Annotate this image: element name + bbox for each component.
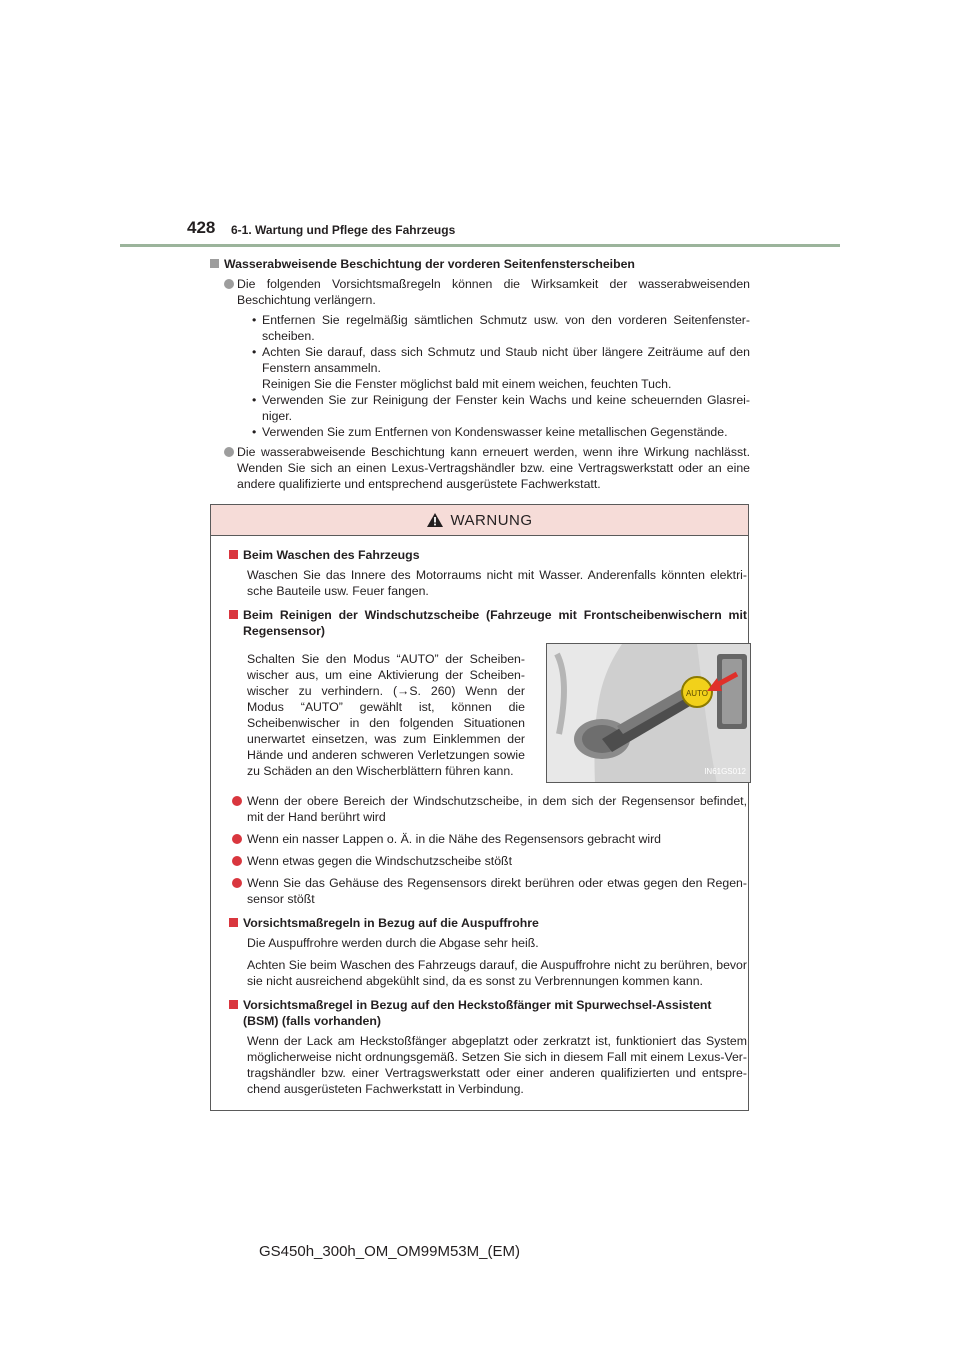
paragraph: Achten Sie beim Waschen des Fahrzeugs darauf, die Auspuffrohre nicht zu berühren, bevor sie nicht ausreichend abgekühlt sind, da es sonst zu Verbrennungen kommen kann. bbox=[247, 958, 747, 988]
warning-section-heading bbox=[229, 547, 747, 563]
list-item bbox=[229, 875, 747, 907]
list-item bbox=[210, 444, 750, 492]
square-bullet-icon bbox=[210, 259, 219, 268]
square-bullet-icon bbox=[229, 610, 238, 619]
warning-section-text: Schalten Sie den Modus “AUTO” der Scheiben-wischer aus, um eine Aktivierung der Scheiben-wischer zu verhindern. (→S. 260) Wenn der Modus “AUTO” gewählt ist, können die Scheibenwischer in den folgenden Situationen unerwartet einsetzen, was zum Einklemmen der Hände und anderen schweren Verletzungen sowie zu Schäden an den Wischerblättern führen kann. bbox=[247, 652, 525, 778]
svg-text:AUTO: AUTO bbox=[685, 689, 709, 698]
warning-header bbox=[211, 505, 748, 536]
sub-list-item bbox=[252, 392, 750, 424]
list-item bbox=[229, 793, 747, 825]
section-title: 6-1. Wartung und Pflege des Fahrzeugs bbox=[231, 223, 456, 237]
warning-triangle-icon bbox=[426, 512, 444, 528]
warning-section-washing bbox=[229, 547, 747, 599]
circle-bullet-icon bbox=[232, 796, 242, 806]
wiper-switch-illustration bbox=[547, 644, 751, 783]
warning-section-heading-text: Vorsichtsmaßregeln in Bezug auf die Auspuffrohre bbox=[243, 916, 539, 930]
circle-bullet-icon bbox=[224, 447, 234, 457]
image-code: IN61GS012 bbox=[704, 767, 746, 776]
sub-list-item-text: Verwenden Sie zum Entfernen von Kondenswasser keine metallischen Gegenstände. bbox=[262, 425, 728, 439]
figure-row bbox=[229, 643, 747, 793]
circle-bullet-icon bbox=[232, 878, 242, 888]
warning-section-heading bbox=[229, 997, 747, 1029]
list-item bbox=[229, 853, 747, 869]
warning-bullet-list bbox=[229, 793, 747, 907]
warning-section-heading bbox=[229, 607, 747, 639]
warning-section-text: Wenn der Lack am Heckstoßfänger abgeplatzt oder zerkratzt ist, funktioniert das System möglicherweise nicht ordnungsgemäß. Setzen Sie sich in diesem Fall mit einem Lexus-Ver-tragshändler bzw. einer Vertragswerkstatt oder einer anderen qualifizierten und entspre-chend ausgerüsteten Fachwerkstatt in Verbindung. bbox=[247, 1034, 747, 1096]
warning-section-text bbox=[229, 935, 747, 989]
small-bullet-icon: • bbox=[252, 313, 257, 327]
sub-list-item bbox=[252, 312, 750, 344]
list-item-text: Die folgenden Vorsichtsmaßregeln können die Wirksamkeit der wasserabweisenden Beschichtung verlängern. bbox=[237, 277, 750, 307]
header-divider bbox=[120, 244, 840, 247]
square-bullet-icon bbox=[229, 550, 238, 559]
warning-section-heading-text: Beim Waschen des Fahrzeugs bbox=[243, 548, 420, 562]
warning-body bbox=[229, 547, 747, 1105]
list-item-text: Die wasserabweisende Beschichtung kann erneuert werden, wenn ihre Wirkung nachlässt. Wenden Sie sich an einen Lexus-Vertragshändler bzw. eine Vertragswerkstatt oder an eine andere qualifizierte und entsprechend ausgerüstete Fachwerkstatt. bbox=[237, 445, 750, 491]
sub-list-item bbox=[252, 344, 750, 392]
sub-list-item-text: Verwenden Sie zur Reinigung der Fenster kein Wachs und keine scheuernden Glasrei-niger. bbox=[262, 393, 750, 423]
list-item-text: Wenn Sie das Gehäuse des Regensensors direkt berühren oder etwas gegen den Regen-sensor stößt bbox=[247, 876, 747, 906]
sub-list-item-extra: Reinigen Sie die Fenster möglichst bald mit einem weichen, feuchten Tuch. bbox=[262, 377, 672, 391]
subsection-heading bbox=[210, 256, 750, 272]
small-bullet-icon: • bbox=[252, 345, 257, 359]
warning-section-heading-text: Beim Reinigen der Windschutzscheibe (Fahrzeuge mit Frontscheibenwischern mit Regensensor) bbox=[243, 608, 747, 638]
list-item-text: Wenn ein nasser Lappen o. Ä. in die Nähe des Regensensors gebracht wird bbox=[247, 832, 662, 846]
sub-list bbox=[210, 312, 750, 440]
small-bullet-icon: • bbox=[252, 393, 257, 407]
main-content bbox=[210, 256, 750, 492]
wiper-switch-image bbox=[546, 643, 751, 783]
sub-list-item-text: Achten Sie darauf, dass sich Schmutz und Staub nicht über längere Zeiträume auf den Fenstern ansammeln. bbox=[262, 345, 750, 375]
warning-section-windshield bbox=[229, 607, 747, 907]
warning-section-heading bbox=[229, 915, 747, 931]
subsection-heading-text: Wasserabweisende Beschichtung der vorderen Seitenfensterscheiben bbox=[224, 257, 635, 271]
small-bullet-icon: • bbox=[252, 425, 257, 439]
warning-title: WARNUNG bbox=[450, 511, 533, 529]
sub-list-item bbox=[252, 424, 750, 440]
list-item-text: Wenn der obere Bereich der Windschutzscheibe, in dem sich der Regensensor befindet, mit der Hand berührt wird bbox=[247, 794, 747, 824]
warning-box bbox=[210, 504, 749, 1111]
sub-list-item-text: Entfernen Sie regelmäßig sämtlichen Schmutz usw. von den vorderen Seitenfenster-scheiben. bbox=[262, 313, 750, 343]
warning-section-exhaust bbox=[229, 915, 747, 989]
list-item bbox=[229, 831, 747, 847]
paragraph: Die Auspuffrohre werden durch die Abgase sehr heiß. bbox=[247, 936, 539, 950]
circle-bullet-icon bbox=[232, 856, 242, 866]
document-code: GS450h_300h_OM_OM99M53M_(EM) bbox=[259, 1243, 520, 1260]
warning-section-bumper bbox=[229, 997, 747, 1097]
circle-bullet-icon bbox=[224, 279, 234, 289]
list-item-text: Wenn etwas gegen die Windschutzscheibe stößt bbox=[247, 854, 512, 868]
list-item bbox=[210, 276, 750, 308]
square-bullet-icon bbox=[229, 918, 238, 927]
square-bullet-icon bbox=[229, 1000, 238, 1009]
circle-bullet-icon bbox=[232, 834, 242, 844]
warning-section-text: Waschen Sie das Innere des Motorraums nicht mit Wasser. Anderenfalls könnten elektri-sche Bauteile usw. Feuer fangen. bbox=[247, 568, 747, 598]
warning-section-heading-text: Vorsichtsmaßregel in Bezug auf den Heckstoßfänger mit Spurwechsel-Assistent (BSM) (falls vorhanden) bbox=[243, 998, 712, 1028]
page-number: 428 bbox=[187, 218, 216, 237]
